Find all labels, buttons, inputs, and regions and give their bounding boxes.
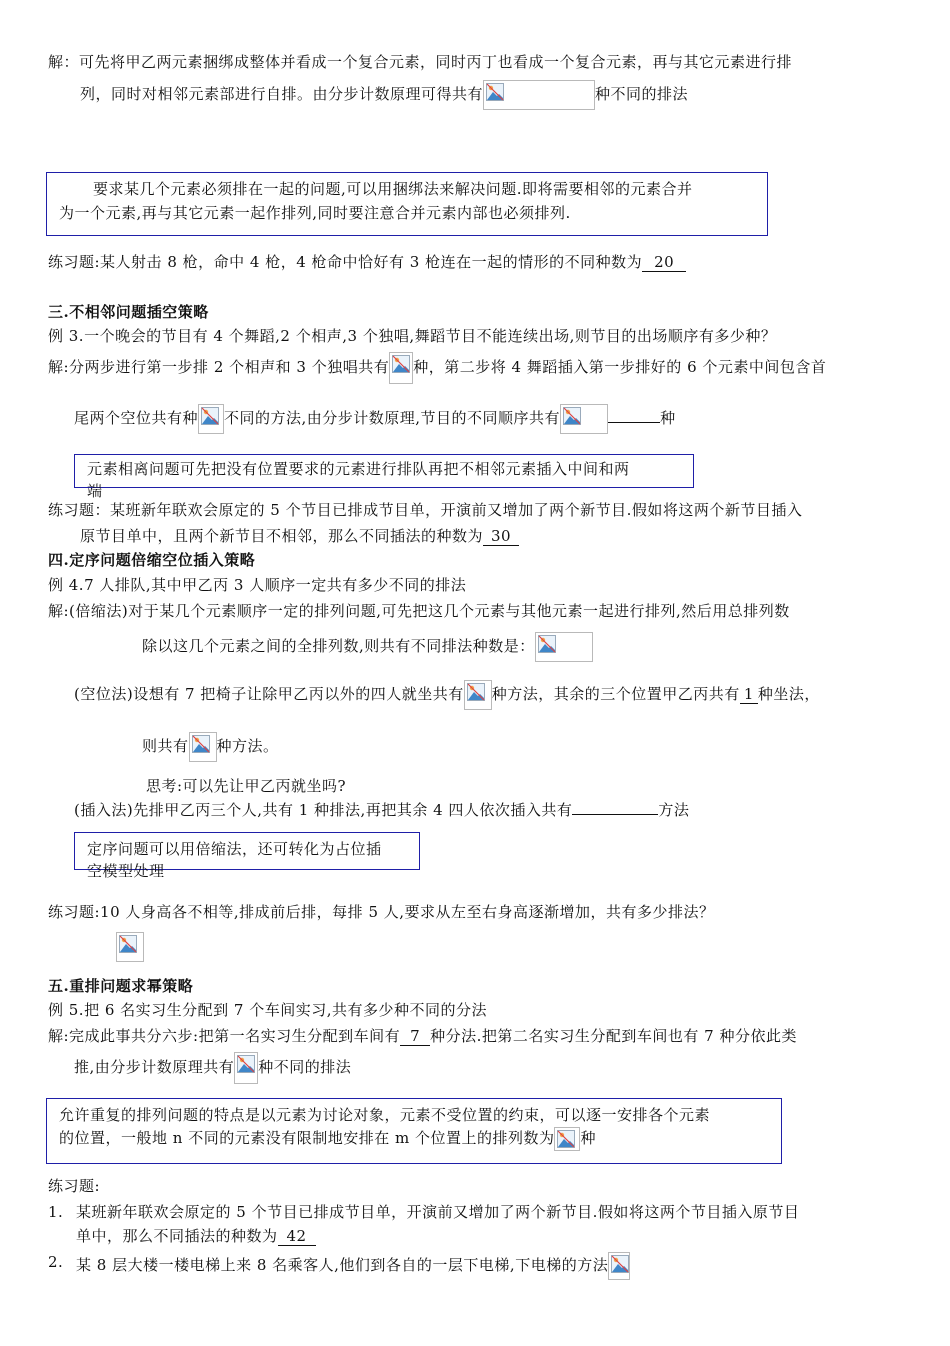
blank [572,800,658,815]
example: 例 3.一个晚会的节目有 4 个舞蹈,2 个相声,3 个独唱,舞蹈节目不能连续出场,则节目的出场顺序有多少种？ [48,327,777,345]
text: 种不同的排法 [258,1058,352,1076]
text: 种 [580,1129,596,1147]
text: 的位置，一般地 n 不同的元素没有限制地安排在 m 个位置上的排列数为 [59,1129,555,1147]
tip-box [46,1098,782,1164]
formula-image-icon [389,352,413,384]
exercise: 某班新年联欢会原定的 5 个节目已排成节目单，开演前又增加了两个新节目.假如将这两个节目插入原节目 [76,1203,800,1221]
solution-line [48,352,826,384]
formula-image-icon [554,1127,580,1151]
solution-line [80,80,688,110]
text: 种不同的排法 [595,85,689,103]
example: 例 4.7 人排队,其中甲乙丙 3 人顺序一定共有多少不同的排法 [48,576,467,594]
answer: 42 [278,1227,316,1246]
formula-image-icon [483,80,595,110]
solution-line [74,800,689,820]
tip-box [74,832,420,880]
text: 尾两个空位共有种 [74,409,199,427]
exercise [48,252,686,272]
solution-line [74,1052,351,1084]
tip-line: 要求某几个元素必须排在一起的问题,可以用捆绑法来解决问题.即将需要相邻的元素合并 [93,180,693,198]
solution-line: 解：可先将甲乙两元素捆绑成整体并看成一个复合元素，同时丙丁也看成一个复合元素，再与其它元素进行排 [48,53,793,71]
solution-line [48,1026,797,1046]
text: 解:完成此事共分六步:把第一名实习生分配到车间有 [48,1027,401,1045]
section-title: 五.重排问题求幂策略 [48,977,194,995]
tip-line: 为一个元素,再与其它元素一起作排列,同时要注意合并元素内部也必须排列. [59,204,571,222]
section-title: 三.不相邻问题插空策略 [48,303,209,321]
tip-line: 端 [87,482,103,500]
formula-image-icon [234,1052,258,1084]
text: 种方法，其余的三个位置甲乙丙共有 [491,685,740,703]
formula-image-icon [198,404,224,434]
exercise [76,1252,630,1280]
tip-box [46,172,768,236]
text: 方法 [658,801,690,819]
tip-line [59,1127,596,1151]
exercise: 练习题：某班新年联欢会原定的 5 个节目已排成节目单，开演前又增加了两个新节目.假如将这两个新节目插入 [48,501,803,519]
text: 不同的方法,由分步计数原理,节目的不同顺序共有 [224,409,561,427]
tip-line: 允许重复的排列问题的特点是以元素为讨论对象，元素不受位置的约束，可以逐一安排各个元素 [59,1106,711,1124]
tip-line: 空模型处理 [87,862,165,880]
formula-image-icon [189,732,217,762]
text: 种方法。 [216,737,279,755]
formula-image [116,932,144,962]
exercise-title: 练习题: [48,1177,101,1195]
tip-line: 元素相离问题可先把没有位置要求的元素进行排队再把不相邻元素插入中间和两 [87,460,630,478]
text: 解:分两步进行第一步排 2 个相声和 3 个独唱共有 [48,358,390,376]
exercise: 练习题:10 人身高各不相等,排成前后排，每排 5 人,要求从左至右身高逐渐增加，共有多少排法？ [48,903,715,921]
formula-image-icon [116,932,144,962]
text: 练习题:某人射击 8 枪，命中 4 枪，4 枪命中恰好有 3 枪连在一起的情形的不同种数为 [48,253,643,271]
answer: 1 [740,685,758,704]
formula-image-icon [608,1252,630,1280]
exercise-number: 1. [48,1203,64,1221]
exercise-number: 2. [48,1253,64,1271]
text: (插入法)先排甲乙丙三个人,共有 1 种排法,再把其余 4 四人依次插入共有 [74,801,573,819]
text: 种，第二步将 4 舞蹈插入第一步排好的 6 个元素中间包含首 [413,358,827,376]
text: 列，同时对相邻元素部进行自排。由分步计数原理可得共有 [80,85,484,103]
text: 单中，那么不同插法的种数为 [76,1227,278,1245]
text: 则共有 [142,737,189,755]
formula-image-icon [560,404,608,434]
solution-line [142,632,593,662]
tip-line: 定序问题可以用倍缩法，还可转化为占位插 [87,840,382,858]
solution-line: 解:(倍缩法)对于某几个元素顺序一定的排列问题,可先把这几个元素与其他元素一起进行排列,然后用总排列数 [48,602,790,620]
blank [608,408,660,423]
exercise [80,526,519,546]
tip-box [74,454,694,500]
text: 种分法.把第二名实习生分配到车间也有 7 种分依此类 [430,1027,797,1045]
solution-line [142,732,279,762]
text: 种坐法， [757,685,820,703]
formula-image-icon [464,680,492,710]
text: 除以这几个元素之间的全排列数,则共有不同排法种数是： [142,637,535,655]
example: 例 5.把 6 名实习生分配到 7 个车间实习,共有多少种不同的分法 [48,1001,488,1019]
formula-image-icon [535,632,593,662]
exercise [76,1226,316,1246]
answer: 7 [400,1027,430,1046]
think-question: 思考:可以先让甲乙丙就坐吗? [146,777,347,795]
text: 某 8 层大楼一楼电梯上来 8 名乘客人,他们到各自的一层下电梯,下电梯的方法 [76,1256,609,1274]
solution-line [74,680,820,710]
text: 种 [660,409,676,427]
text: (空位法)设想有 7 把椅子让除甲乙丙以外的四人就坐共有 [74,685,464,703]
answer: 30 [483,527,519,546]
section-title: 四.定序问题倍缩空位插入策略 [48,551,256,569]
text: 原节目单中，且两个新节目不相邻，那么不同插法的种数为 [80,527,484,545]
solution-line [74,404,676,434]
answer: 20 [642,253,686,272]
text: 推,由分步计数原理共有 [74,1058,235,1076]
